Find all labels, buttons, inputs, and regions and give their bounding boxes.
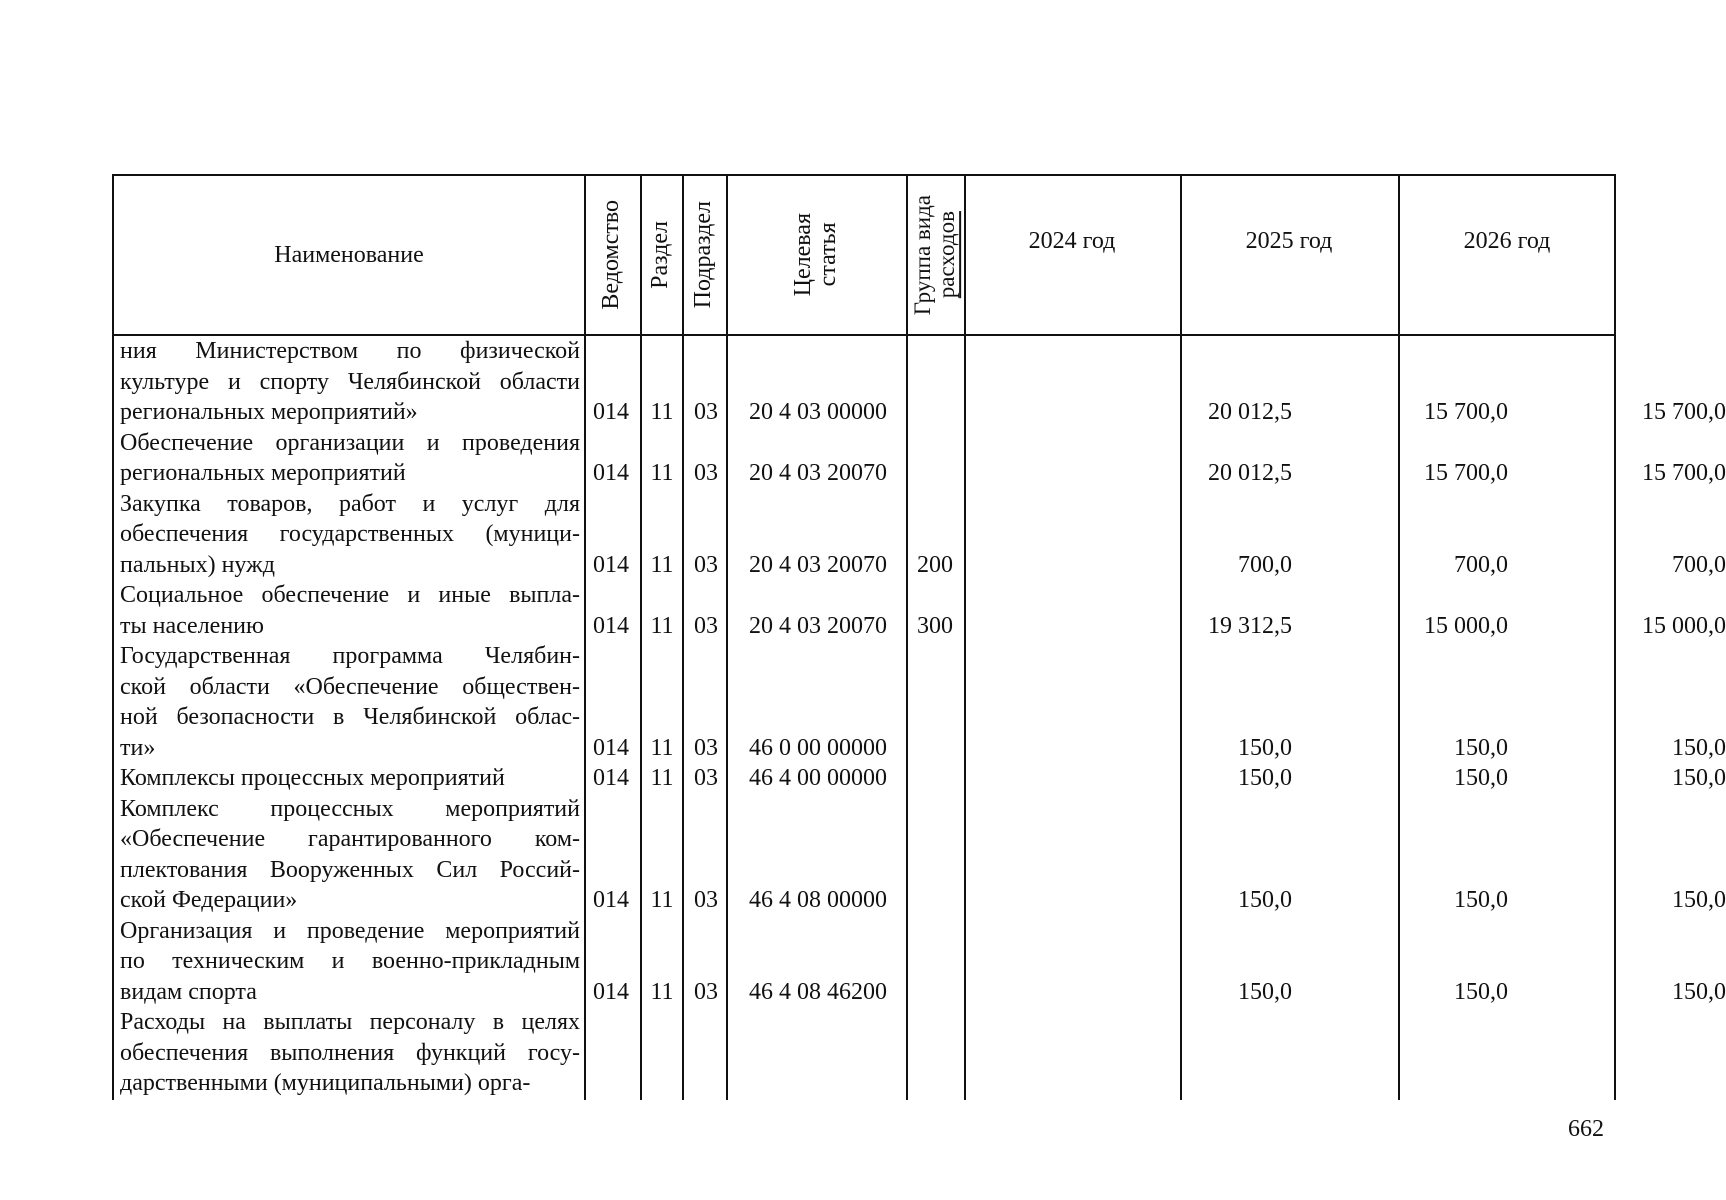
row-value-2025: 15 700,0	[1424, 460, 1508, 486]
header-2025-label: 2025 год	[1245, 228, 1333, 254]
row-name-line: Комплекс процессных мероприятий	[120, 795, 580, 822]
row-value-2024: 150,0	[1238, 887, 1292, 913]
header-tselevaya-label	[791, 213, 841, 296]
row-podrazdel: 03	[694, 612, 718, 639]
row-podrazdel: 03	[694, 551, 718, 578]
header-tselevaya-line1: Целевая	[789, 213, 816, 297]
row-razdel: 11	[650, 887, 674, 913]
row-vedomstvo: 014	[593, 460, 629, 486]
row-razdel: 11	[650, 399, 674, 425]
row-razdel: 11	[650, 551, 674, 578]
row-name-line: ния Министерством по физической	[120, 338, 580, 364]
row-name-line: ти»	[120, 734, 156, 761]
header-gruppa-line1: Группа вида	[909, 194, 935, 316]
header-2024	[964, 176, 1180, 334]
row-podrazdel: 03	[694, 887, 718, 913]
row-name-line: региональных мероприятий»	[120, 399, 418, 425]
row-razdel: 11	[650, 978, 674, 1005]
row-name	[120, 489, 580, 581]
header-2026-label: 2026 год	[1463, 228, 1551, 254]
row-name-line: дарственными (муниципальными) орга-	[120, 1070, 531, 1096]
table-row	[114, 763, 1726, 794]
row-name-line: ты населению	[120, 612, 264, 639]
header-gruppa	[906, 176, 964, 334]
row-name	[120, 763, 580, 794]
row-value-2025: 150,0	[1454, 734, 1508, 761]
row-value-2025: 150,0	[1454, 978, 1508, 1005]
row-tselevaya: 20 4 03 20070	[749, 551, 887, 578]
row-name-line: плектования Вооруженных Сил Россий-	[120, 856, 580, 883]
table-row	[114, 489, 1726, 581]
table-row	[114, 580, 1726, 641]
header-2025	[1180, 176, 1398, 334]
row-value-2024: 20 012,5	[1208, 399, 1292, 425]
row-value-2026: 15 700,0	[1642, 399, 1726, 425]
row-razdel: 11	[650, 765, 674, 791]
row-gruppa: 300	[917, 612, 953, 639]
header-vedomstvo	[584, 176, 640, 334]
row-name-line: обеспечения государственных (муници-	[120, 521, 580, 547]
row-vedomstvo: 014	[593, 887, 629, 913]
header-razdel-label: Раздел	[647, 221, 674, 289]
row-value-2026: 150,0	[1672, 978, 1726, 1005]
table-row	[114, 794, 1726, 916]
header-name	[114, 176, 584, 334]
row-name-line: Государственная программа Челябин-	[120, 643, 580, 669]
row-value-2025: 150,0	[1454, 765, 1508, 791]
header-podrazdel-label: Подраздел	[690, 201, 717, 309]
row-name-line: «Обеспечение гарантированного ком-	[120, 826, 580, 852]
row-tselevaya: 20 4 03 20070	[749, 460, 887, 486]
row-name-line: ской Федерации»	[120, 887, 298, 913]
row-name-line: обеспечения выполнения функций госу-	[120, 1039, 580, 1066]
row-name-line: Обеспечение организации и проведения	[120, 429, 580, 456]
row-name	[120, 428, 580, 489]
table-row	[114, 641, 1726, 763]
row-vedomstvo: 014	[593, 551, 629, 578]
row-value-2024: 19 312,5	[1208, 612, 1292, 639]
row-tselevaya: 20 4 03 00000	[749, 399, 887, 425]
header-2026	[1398, 176, 1616, 334]
row-value-2024: 150,0	[1238, 765, 1292, 791]
row-razdel: 11	[650, 460, 674, 486]
header-podrazdel	[682, 176, 726, 334]
row-tselevaya: 46 0 00 00000	[749, 734, 887, 761]
row-name-line: видам спорта	[120, 978, 257, 1005]
row-name-line: культуре и спорту Челябинской области	[120, 368, 580, 395]
table-row	[114, 1007, 1614, 1099]
row-name-line: ной безопасности в Челябинской облас-	[120, 704, 580, 730]
page-number: 662	[1568, 1116, 1604, 1142]
row-value-2026: 150,0	[1672, 734, 1726, 761]
row-razdel: 11	[650, 734, 674, 761]
header-gruppa-label	[911, 195, 959, 315]
budget-table	[112, 174, 1726, 1100]
header-tselevaya	[726, 176, 906, 334]
row-tselevaya: 46 4 00 00000	[749, 765, 887, 791]
row-value-2026: 150,0	[1672, 765, 1726, 791]
table-row	[114, 916, 1726, 1008]
row-value-2026: 15 000,0	[1642, 612, 1726, 639]
row-value-2026: 15 700,0	[1642, 460, 1726, 486]
header-tselevaya-line2: статья	[815, 223, 841, 287]
row-name	[120, 580, 580, 641]
row-name-line: Закупка товаров, работ и услуг для	[120, 490, 580, 517]
row-vedomstvo: 014	[593, 612, 629, 639]
row-tselevaya: 46 4 08 00000	[749, 887, 887, 913]
row-name	[120, 916, 580, 1008]
header-name-label: Наименование	[274, 241, 424, 268]
row-podrazdel: 03	[694, 399, 718, 425]
row-tselevaya: 20 4 03 20070	[749, 612, 887, 639]
row-name	[120, 641, 580, 763]
row-name-line: Организация и проведение мероприятий	[120, 917, 580, 944]
row-value-2024: 700,0	[1238, 551, 1292, 578]
row-value-2026: 700,0	[1672, 551, 1726, 578]
row-podrazdel: 03	[694, 734, 718, 761]
header-gruppa-line2: расходов	[934, 211, 959, 299]
row-tselevaya: 46 4 08 46200	[749, 978, 887, 1005]
row-podrazdel: 03	[694, 978, 718, 1005]
header-razdel	[640, 176, 682, 334]
row-name	[120, 794, 580, 916]
row-value-2025: 150,0	[1454, 887, 1508, 913]
row-name-line: региональных мероприятий	[120, 460, 406, 486]
row-gruppa: 200	[917, 551, 953, 578]
row-value-2025: 15 700,0	[1424, 399, 1508, 425]
row-vedomstvo: 014	[593, 978, 629, 1005]
row-name	[120, 336, 580, 428]
row-vedomstvo: 014	[593, 765, 629, 791]
row-name-line: ской области «Обеспечение обществен-	[120, 673, 580, 700]
row-podrazdel: 03	[694, 765, 718, 791]
row-value-2024: 20 012,5	[1208, 460, 1292, 486]
row-name-line: Социальное обеспечение и иные выпла-	[120, 582, 580, 608]
row-vedomstvo: 014	[593, 734, 629, 761]
header-vedomstvo-label: Ведомство	[598, 200, 625, 310]
row-razdel: 11	[650, 612, 674, 639]
row-value-2025: 700,0	[1454, 551, 1508, 578]
row-value-2025: 15 000,0	[1424, 612, 1508, 639]
row-value-2024: 150,0	[1238, 734, 1292, 761]
header-2024-label: 2024 год	[1028, 228, 1116, 254]
row-value-2024: 150,0	[1238, 978, 1292, 1005]
table-row	[114, 428, 1726, 489]
row-vedomstvo: 014	[593, 399, 629, 425]
row-name-line: Комплексы процессных мероприятий	[120, 765, 505, 791]
row-name	[120, 1007, 580, 1099]
row-podrazdel: 03	[694, 460, 718, 486]
row-name-line: Расходы на выплаты персоналу в целях	[120, 1009, 580, 1035]
row-value-2026: 150,0	[1672, 887, 1726, 913]
row-name-line: пальных) нужд	[120, 551, 275, 578]
row-name-line: по техническим и военно-прикладным	[120, 948, 580, 974]
table-row	[114, 336, 1726, 428]
